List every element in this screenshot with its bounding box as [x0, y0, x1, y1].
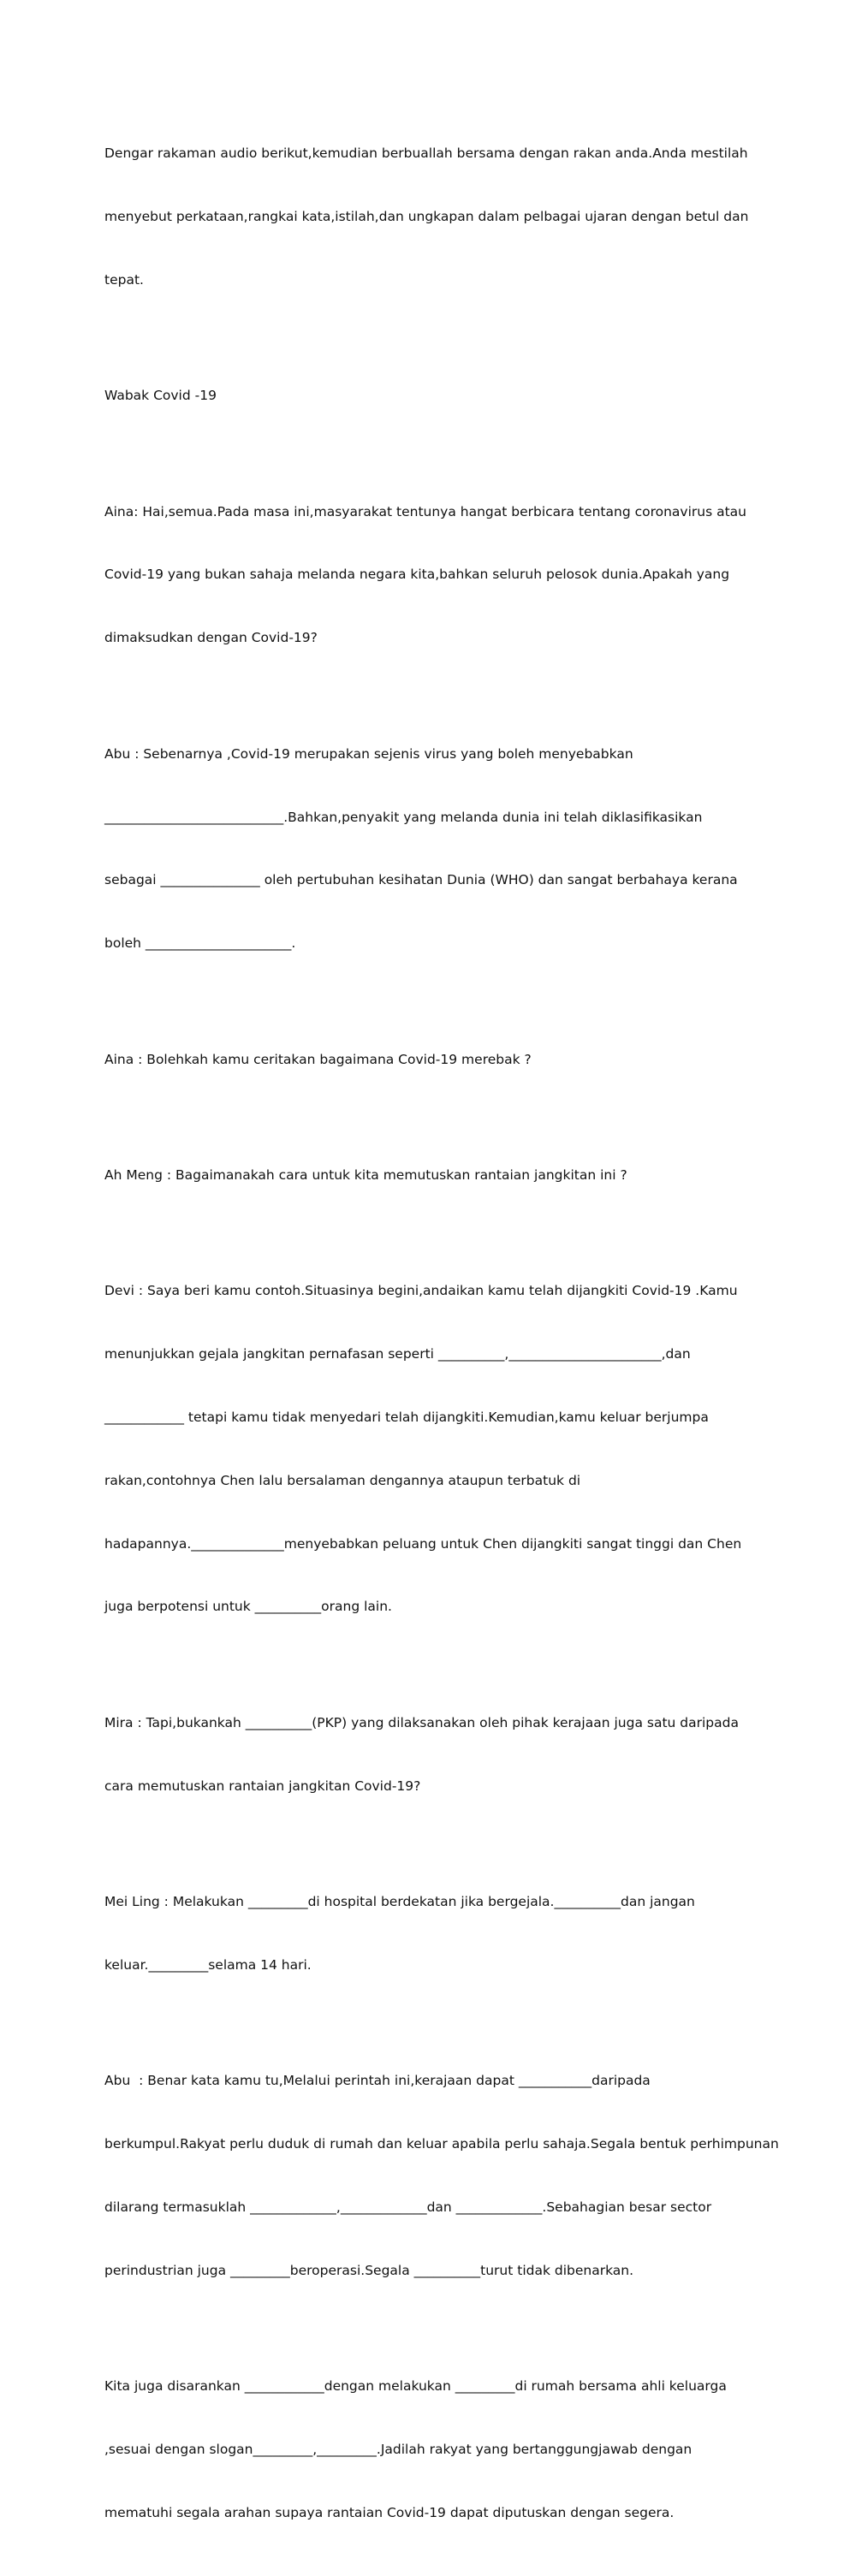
text-line: keluar._________selama 14 hari. — [104, 1956, 312, 1973]
text-line: dilarang termasuklah _____________,_____________dan _____________.Sebahagian besar sector — [104, 2199, 712, 2215]
text-line: tepat. — [104, 271, 144, 288]
title-text: Wabak Covid -19 — [104, 388, 217, 404]
document-title — [104, 343, 764, 448]
text-line: Abu : Sebenarnya ,Covid-19 merupakan sejenis virus yang boleh menyebabkan — [104, 745, 633, 762]
text-line: Aina: Hai,semua.Pada masa ini,masyarakat tentunya hangat berbicara tentang coronavirus atau — [104, 503, 747, 519]
text-line: perindustrian juga _________beroperasi.Segala __________turut tidak dibenarkan. — [104, 2262, 634, 2278]
text-line: mematuhi segala arahan supaya rantaian Covid-19 dapat diputuskan dengan segera. — [104, 2504, 675, 2520]
dialogue-mira — [104, 1671, 764, 1839]
text-line: ____________ tetapi kamu tidak menyedari telah dijangkiti.Kemudian,kamu keluar berjumpa — [104, 1410, 709, 1426]
text-line: Mira : Tapi,bukankah __________(PKP) yang dilaksanakan oleh pihak kerajaan juga satu daripada — [104, 1714, 739, 1730]
text-line: ,sesuai dengan slogan_________,_________.Jadilah rakyat yang bertanggungjawab dengan — [104, 2441, 693, 2457]
text-line: boleh ______________________. — [104, 935, 296, 952]
document-page — [104, 101, 779, 2576]
dialogue-mei-ling — [104, 1849, 764, 2018]
text-line: ___________________________.Bahkan,penyakit yang melanda dunia ini telah diklasifikasikan — [104, 809, 703, 825]
dialogue-devi — [104, 1238, 764, 1659]
text-line: Abu : Benar kata kamu tu,Melalui perintah ini,kerajaan dapat ___________daripada — [104, 2073, 651, 2089]
text-line: cara memutuskan rantaian jangkitan Covid-19? — [104, 1778, 421, 1794]
text-line: dimaksudkan dengan Covid-19? — [104, 630, 318, 646]
text-line: hadapannya.______________menyebabkan peluang untuk Chen dijangkiti sangat tinggi dan Chen — [104, 1535, 742, 1552]
text-line: berkumpul.Rakyat perlu duduk di rumah dan keluar apabila perlu sahaja.Segala bentuk perhimpunan — [104, 2136, 779, 2152]
text-line: menyebut perkataan,rangkai kata,istilah,dan ungkapan dalam pelbagai ujaran dengan betul dan — [104, 208, 749, 224]
instructions-paragraph — [104, 101, 764, 333]
closing-paragraph — [104, 2334, 764, 2566]
text-line: rakan,contohnya Chen lalu bersalaman dengannya ataupun terbatuk di — [104, 1472, 581, 1488]
dialogue-abu-pkp — [104, 2028, 779, 2323]
text-line: juga berpotensi untuk __________orang lain. — [104, 1599, 392, 1615]
text-line: Covid-19 yang bukan sahaja melanda negara kita,bahkan seluruh pelosok dunia.Apakah yang — [104, 567, 730, 583]
text-line: Dengar rakaman audio berikut,kemudian berbuallah bersama dengan rakan anda.Anda mestilah — [104, 145, 748, 162]
text-line: Kita juga disarankan ____________dengan melakukan _________di rumah bersama ahli keluarga — [104, 2378, 727, 2395]
text-line: Ah Meng : Bagaimanakah cara untuk kita memutuskan rantaian jangkitan ini ? — [104, 1167, 627, 1183]
dialogue-aina-question — [104, 1006, 764, 1112]
text-line: sebagai _______________ oleh pertubuhan kesihatan Dunia (WHO) dan sangat berbahaya kerana — [104, 872, 738, 888]
text-line: Devi : Saya beri kamu contoh.Situasinya begini,andaikan kamu telah dijangkiti Covid-19 .Kamu — [104, 1283, 738, 1299]
dialogue-aina-intro — [104, 460, 764, 691]
text-line: Aina : Bolehkah kamu ceritakan bagaimana Covid-19 merebak ? — [104, 1051, 532, 1067]
dialogue-abu-definition — [104, 702, 764, 996]
dialogue-ah-meng — [104, 1123, 764, 1228]
text-line: Mei Ling : Melakukan _________di hospital berdekatan jika bergejala.__________dan jangan — [104, 1894, 695, 1910]
text-line: menunjukkan gejala jangkitan pernafasan seperti __________,_______________________,dan — [104, 1346, 691, 1362]
